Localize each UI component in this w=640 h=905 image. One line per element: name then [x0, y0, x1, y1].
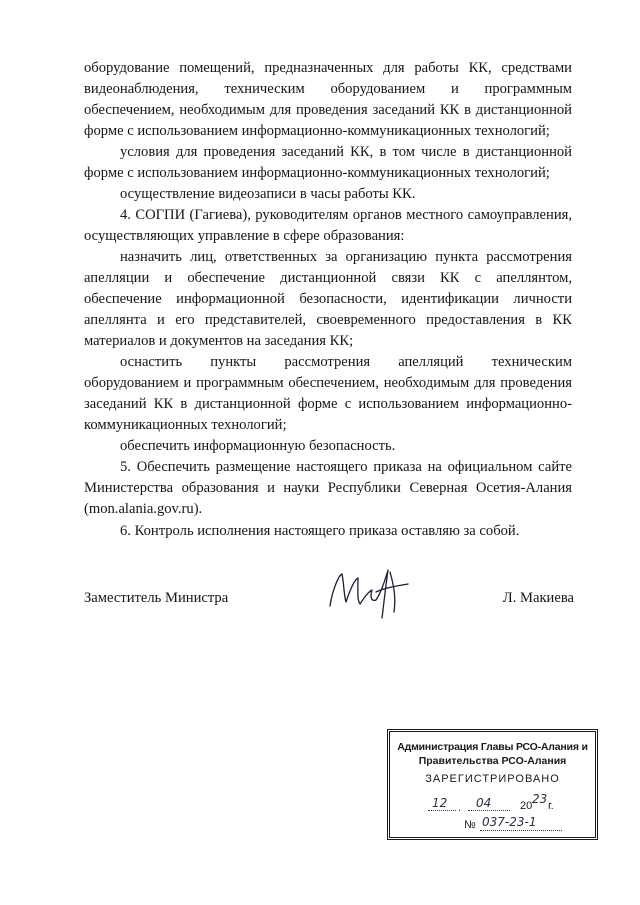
stamp-number-value: 037-23-1: [482, 815, 537, 829]
paragraph-security: обеспечить информационную безопасность.: [120, 438, 396, 454]
paragraph-item-5: 5. Обеспечить размещение настоящего приказа на официальном сайте Министерства образования и науки Республики Северная Осетия-Алания (mon.alania.gov.ru).: [84, 459, 572, 517]
signatory-name: Л. Макиева: [502, 590, 574, 606]
signature-block: [84, 580, 574, 630]
registration-stamp: [387, 729, 598, 840]
stamp-year-mark: г.: [548, 800, 554, 812]
stamp-year-prefix: 20: [520, 800, 533, 812]
stamp-year-suffix: 23: [532, 792, 548, 806]
paragraph-equipment: оборудование помещений, предназначенных для работы КК, средствами видеонаблюдения, техническим оборудованием и программным обеспечением, необходимым для проведения заседаний КК в дистанционной форме с использованием информационно-коммуникационных технологий;: [84, 60, 572, 139]
signatory-position: Заместитель Министра: [84, 590, 229, 606]
paragraph-item-4: 4. СОГПИ (Гагиева), руководителям органов местного самоуправления, осуществляющих управление в сфере образования:: [84, 207, 572, 244]
stamp-day-underline: [428, 810, 456, 811]
paragraph-video-recording: осуществление видеозаписи в часы работы КК.: [120, 186, 416, 202]
stamp-day: 12: [432, 796, 448, 810]
stamp-line-2: Правительства РСО-Алания: [418, 755, 567, 767]
stamp-line-1: Администрация Главы РСО-Алания и: [397, 741, 588, 753]
paragraph-item-6: 6. Контроль исполнения настоящего приказа оставляю за собой.: [120, 523, 520, 539]
stamp-status: ЗАРЕГИСТРИРОВАНО: [425, 773, 560, 785]
document-body: [84, 58, 572, 542]
paragraph-appoint: назначить лиц, ответственных за организацию пункта рассмотрения апелляции и обеспечение дистанционной связи КК с апеллянтом, обеспечение информационной безопасности, идентификации личности апеллянта и его представителей, своевременного предоставления в КК материалов и документов на заседания КК;: [84, 249, 572, 349]
stamp-date: [428, 792, 578, 816]
stamp-number-underline: [480, 830, 562, 831]
stamp-number-label: №: [464, 819, 476, 831]
paragraph-equip-points: оснастить пункты рассмотрения апелляций техническим оборудованием и программным обеспечением, необходимым для проведения заседаний КК в дистанционной форме с использованием информационно-коммуникационных технологий;: [84, 354, 572, 433]
stamp-number: [460, 817, 580, 835]
paragraph-conditions: условия для проведения заседаний КК, в том числе в дистанционной форме с использованием информационно-коммуникационных технологий;: [84, 144, 572, 181]
stamp-month: 04: [476, 796, 492, 810]
stamp-date-sep-1: .: [458, 802, 462, 814]
handwritten-signature: [324, 562, 414, 624]
stamp-month-underline: [468, 810, 510, 811]
